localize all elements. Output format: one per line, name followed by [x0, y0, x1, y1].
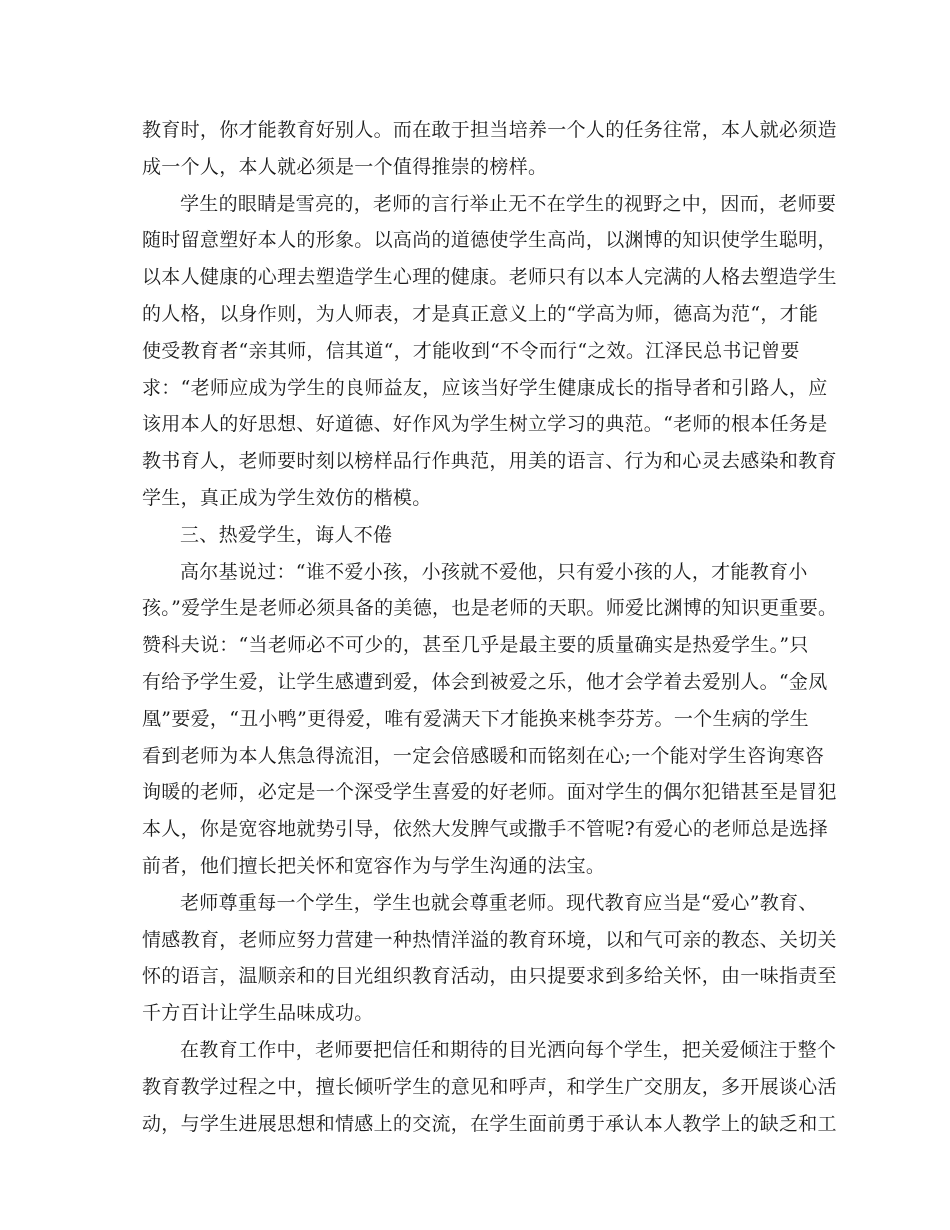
paragraph — [142, 885, 837, 1032]
text-line: 本人，你是宽容地就势引导，依然大发脾气或撒手不管呢?有爱心的老师总是选择 — [142, 818, 828, 841]
text-line: 有给予学生爱，让学生感遭到爱，体会到被爱之乐，他才会学着去爱别人。“金凤 — [142, 670, 828, 693]
paragraph — [142, 554, 838, 885]
paragraph — [142, 517, 824, 554]
text-line: 动，与学生进展思想和情感上的交流，在学生面前勇于承认本人教学上的缺乏和工 — [142, 1112, 837, 1135]
text-line: 教书育人，老师要时刻以榜样品行作典范，用美的语言、行为和心灵去感染和教育 — [142, 450, 837, 473]
paragraph — [142, 186, 837, 517]
text-line: 学生，真正成为学生效仿的楷模。 — [142, 486, 432, 509]
text-line: 成一个人，本人就必须是一个值得推崇的榜样。 — [142, 155, 548, 178]
document-body — [142, 112, 838, 1142]
text-line: 老师尊重每一个学生，学生也就会尊重老师。现代教育应当是“爱心”教育、 — [180, 891, 818, 914]
text-line: 学生的眼睛是雪亮的，老师的言行举止无不在学生的视野之中，因而，老师要 — [180, 192, 837, 215]
text-line: 在教育工作中，老师要把信任和期待的目光洒向每个学生，把关爱倾注于整个 — [180, 1038, 837, 1061]
text-line: 三、热爱学生，诲人不倦 — [180, 523, 393, 546]
text-line: 随时留意塑好本人的形象。以高尚的道德使学生高尚，以渊博的知识使学生聪明， — [142, 229, 837, 252]
text-line: 情感教育，老师应努力营建一种热情洋溢的教育环境，以和气可亲的教态、关切关 — [142, 928, 837, 951]
text-line: 的人格，以身作则，为人师表，才是真正意义上的“学高为师，德高为范“，才能 — [142, 302, 819, 325]
text-line: 赞科夫说：“当老师必不可少的，甚至几乎是最主要的质量确实是热爱学生。”只 — [142, 634, 809, 657]
text-line: 该用本人的好思想、好道德、好作风为学生树立学习的典范。“老师的根本任务是 — [142, 413, 828, 436]
text-line: 询暖的老师，必定是一个深受学生喜爱的好老师。面对学生的偶尔犯错甚至是冒犯 — [142, 781, 837, 804]
paragraph — [142, 1032, 837, 1142]
text-line: 求：“老师应成为学生的良师益友，应该当好学生健康成长的指导者和引路人，应 — [142, 376, 828, 399]
text-line: 前者，他们擅长把关怀和宽容作为与学生沟通的法宝。 — [142, 854, 606, 877]
text-line: 教育时，你才能教育好别人。而在敢于担当培养一个人的任务往常，本人就必须造 — [142, 119, 837, 141]
text-line: 看到老师为本人焦急得流泪，一定会倍感暖和而铭刻在心;一个能对学生咨询寒咨 — [142, 744, 825, 767]
text-line: 孩。”爱学生是老师必须具备的美德，也是老师的天职。师爱比渊博的知识更重要。 — [142, 597, 838, 620]
text-line: 千方百计让学生品味成功。 — [142, 1002, 374, 1025]
text-line: 使受教育者“亲其师，信其道“，才能收到“不令而行“之效。江泽民总书记曾要 — [142, 339, 800, 362]
text-line: 以本人健康的心理去塑造学生心理的健康。老师只有以本人完满的人格去塑造学生 — [142, 266, 837, 289]
text-line: 凰”要爱，“丑小鸭”更得爱，唯有爱满天下才能换来桃李芬芳。一个生病的学生 — [142, 707, 809, 730]
text-line: 怀的语言，温顺亲和的目光组织教育活动，由只提要求到多给关怀，由一味指责至 — [142, 965, 837, 988]
paragraph — [142, 112, 837, 186]
text-line: 教育教学过程之中，擅长倾听学生的意见和呼声，和学生广交朋友，多开展谈心活 — [142, 1075, 837, 1098]
text-line: 高尔基说过：“谁不爱小孩，小孩就不爱他，只有爱小孩的人，才能教育小 — [180, 560, 808, 583]
